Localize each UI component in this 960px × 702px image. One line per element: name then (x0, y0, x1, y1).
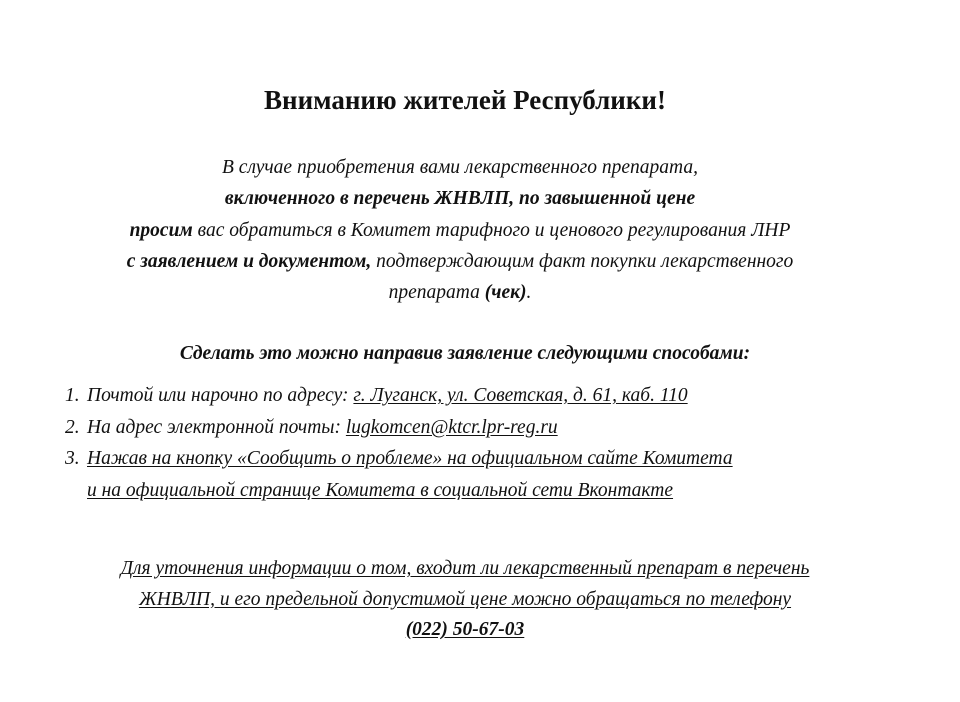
list-item-text: На адрес электронной почты: (87, 416, 346, 438)
footer-line-1: Для уточнения информации о том, входит ли лекарственный препарат в перечень (120, 558, 810, 579)
intro-line-5-end: . (526, 282, 532, 304)
list-item-number: 1. (65, 385, 80, 406)
phone-number[interactable]: (022) 50-67-03 (405, 619, 525, 640)
intro-line-4-bold: с заявлением и документом, (126, 250, 372, 272)
email-link[interactable]: lugkomcen@ktcr.lpr-reg.ru (345, 416, 558, 438)
intro-line-4-rest: подтверждающим факт покупки лекарственного (371, 250, 794, 272)
intro-line-3-rest: вас обратиться в Комитет тарифного и ценового регулирования ЛНР (192, 219, 791, 241)
page-title: Вниманию жителей Республики! (264, 85, 666, 115)
intro-line-5 (60, 277, 860, 308)
list-item-number: 2. (65, 416, 80, 438)
intro-line-5-bold: (чек) (484, 282, 527, 304)
report-problem-link[interactable]: Нажав на кнопку «Сообщить о проблеме» на официальном сайте Комитета (87, 448, 733, 469)
list-item (65, 380, 895, 412)
list-item (65, 443, 895, 506)
intro-line-4 (60, 246, 860, 277)
ways-list (65, 380, 895, 506)
intro-line-5-start: препарата (388, 282, 485, 304)
intro-line-2 (60, 183, 860, 214)
postal-address-link[interactable]: г. Луганск, ул. Советская, д. 61, каб. 110 (353, 385, 688, 406)
list-item-number: 3. (65, 448, 80, 469)
footer-note (40, 554, 890, 646)
ways-heading: Сделать это можно направив заявление следующими способами: (179, 343, 751, 364)
list-item-text: Почтой или нарочно по адресу: (87, 385, 354, 406)
intro-line-2-bold: включенного в перечень ЖНВЛП, по завышенной цене (224, 188, 696, 210)
vk-page-link[interactable]: и на официальной странице Комитета в социальной сети Вконтакте (87, 479, 674, 501)
intro-line-3 (60, 215, 860, 246)
intro-paragraph (60, 152, 860, 308)
intro-line-1: В случае приобретения вами лекарственного препарата, (222, 157, 698, 178)
intro-line-3-bold: просим (129, 219, 193, 241)
footer-line-2: ЖНВЛП, и его предельной допустимой цене можно обращаться по телефону (138, 588, 792, 610)
list-item (65, 412, 895, 444)
